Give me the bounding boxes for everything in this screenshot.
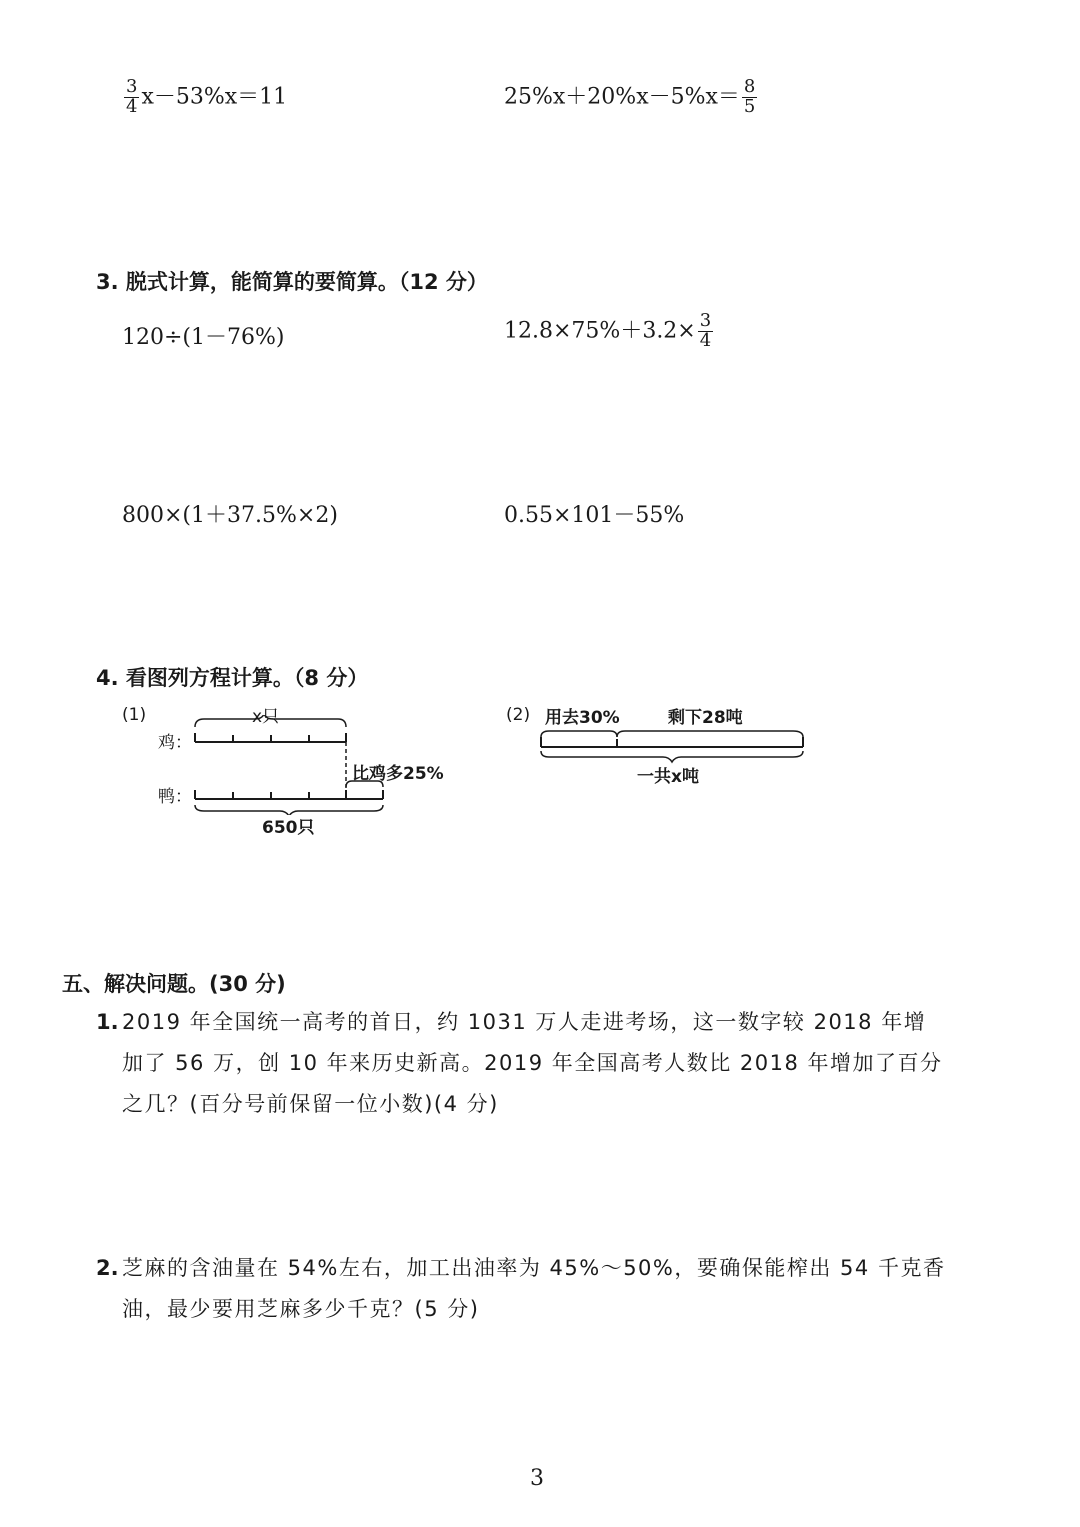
diagram-2-segments xyxy=(535,725,815,765)
calc-item-b-fraction: $\frac{3}{4}$ xyxy=(699,310,712,351)
diagram-2-label: (2) xyxy=(506,705,531,725)
diagram-2-bottom-brace xyxy=(541,751,803,762)
diagram-1-extra-brace xyxy=(346,781,383,787)
diagram-1-bottom-label: 650只 xyxy=(262,818,315,838)
diagram-2-bottom-label: 一共x吨 xyxy=(637,767,699,787)
diagram-1-duck-label: 鸭： xyxy=(158,787,192,807)
equation-2-text: 25%x＋20%x－5%x＝ xyxy=(504,84,740,110)
equation-1 xyxy=(122,78,287,117)
diagram-1-top-label: x只 xyxy=(252,707,280,727)
diagram-1-segments xyxy=(180,715,400,815)
problem-2-text: 芝麻的含油量在 54%左右，加工出油率为 45%～50%，要确保能榨出 54 千克香油，最少要用芝麻多少千克？(5 分) xyxy=(122,1256,946,1321)
problem-1-number: 1. xyxy=(96,1010,119,1034)
equation-2-fraction: $\frac{8}{5}$ xyxy=(743,76,756,117)
problem-1-text: 2019 年全国统一高考的首日，约 1031 万人走进考场，这一数字较 2018 年增加了 56 万，创 10 年来历史新高。2019 年全国高考人数比 2018 年增加了百分之几？(百分号前保留一位小数)(4 分) xyxy=(122,1010,943,1116)
calc-item-d: 0.55×101－55% xyxy=(504,503,685,528)
diagram-1-side-label: 比鸡多25% xyxy=(352,764,444,784)
diagram-2-used-brace xyxy=(541,731,617,737)
equation-1-fraction: $\frac{3}{4}$ xyxy=(126,76,138,117)
section-5-heading: 五、解决问题。(30 分) xyxy=(62,972,286,996)
calc-item-b-text: 12.8×75%＋3.2× xyxy=(504,318,696,344)
equation-2 xyxy=(504,78,759,117)
diagram-1-bottom-brace xyxy=(195,805,383,815)
diagram-2-remaining-label: 剩下28吨 xyxy=(668,708,743,728)
section-3-heading: 3. 脱式计算，能简算的要简算。（12 分） xyxy=(96,270,488,294)
diagram-2-remaining-brace xyxy=(617,731,803,737)
calc-item-c: 800×(1＋37.5%×2) xyxy=(122,503,338,528)
calc-item-b xyxy=(504,312,715,351)
equation-1-text: x－53%x＝11 xyxy=(141,84,288,110)
page-number: 3 xyxy=(530,1466,544,1491)
diagram-1-chicken-label: 鸡： xyxy=(158,733,192,753)
section-4-heading: 4. 看图列方程计算。（8 分） xyxy=(96,666,369,690)
diagram-1-top-brace xyxy=(195,715,346,727)
calc-item-a: 120÷(1－76%) xyxy=(122,325,285,350)
diagram-2-used-label: 用去30% xyxy=(545,708,620,728)
diagram-1-label: (1) xyxy=(122,705,147,725)
problem-2-number: 2. xyxy=(96,1256,119,1280)
